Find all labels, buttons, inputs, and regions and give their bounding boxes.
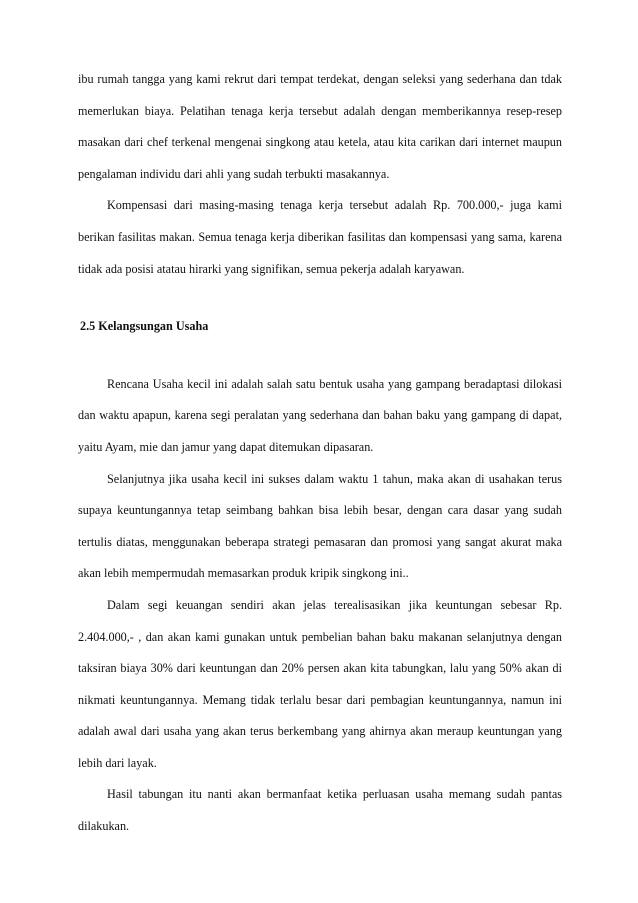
paragraph-continuation: Selanjutnya jika usaha kecil ini sukses dalam waktu 1 tahun, maka akan di usahakan terus supaya keuntungannya tetap seimbang bahkan bisa lebih besar, dengan cara dasar yang sudah tertulis diatas, menggunakan beberapa strategi pemasaran dan promosi yang sangat akurat maka akan lebih mempermudah memasarkan produk kripik singkong ini.. — [78, 471, 562, 581]
paragraph-finance: Dalam segi keuangan sendiri akan jelas terealisasikan jika keuntungan sebesar Rp. 2.404.000,- , dan akan kami gunakan untuk pembelian bahan baku makanan selanjutnya dengan taksiran biaya 30% dari keuntungan dan 20% persen akan kita tabungkan, lalu yang 50% akan di nikmati keuntungannya. Memang tidak terlalu besar dari pembagian keuntungannya, namun ini adalah awal dari usaha yang akan terus berkembang yang ahirnya akan meraup keuntungan yang lebih dari layak. — [78, 597, 562, 770]
section-heading: 2.5 Kelangsungan Usaha — [80, 319, 209, 334]
paragraph-recruitment: ibu rumah tangga yang kami rekrut dari tempat terdekat, dengan seleksi yang sederhana dan tdak memerlukan biaya. Pelatihan tenaga kerja tersebut adalah dengan memberikannya resep-resep masakan dari chef terkenal mengenai singkong atau ketela, atau kita carikan dari internet maupun pengalaman individu dari ahli yang sudah terbukti masakannya. — [78, 72, 562, 181]
paragraph-compensation: Kompensasi dari masing-masing tenaga kerja tersebut adalah Rp. 700.000,- juga kami berikan fasilitas makan. Semua tenaga kerja diberikan fasilitas dan kompensasi yang sama, karena tidak ada posisi atatau hirarki yang signifikan, semua pekerja adalah karyawan. — [78, 198, 562, 276]
paragraph-business-plan: Rencana Usaha kecil ini adalah salah satu bentuk usaha yang gampang beradaptasi dilokasi dan waktu apapun, karena segi peralatan yang sederhana dan bahan baku yang gampang di dapat, yaitu Ayam, mie dan jamur yang dapat ditemukan dipasaran. — [78, 376, 562, 454]
paragraph-savings: Hasil tabungan itu nanti akan bermanfaat ketika perluasan usaha memang sudah pantas dilakukan. — [78, 787, 562, 834]
